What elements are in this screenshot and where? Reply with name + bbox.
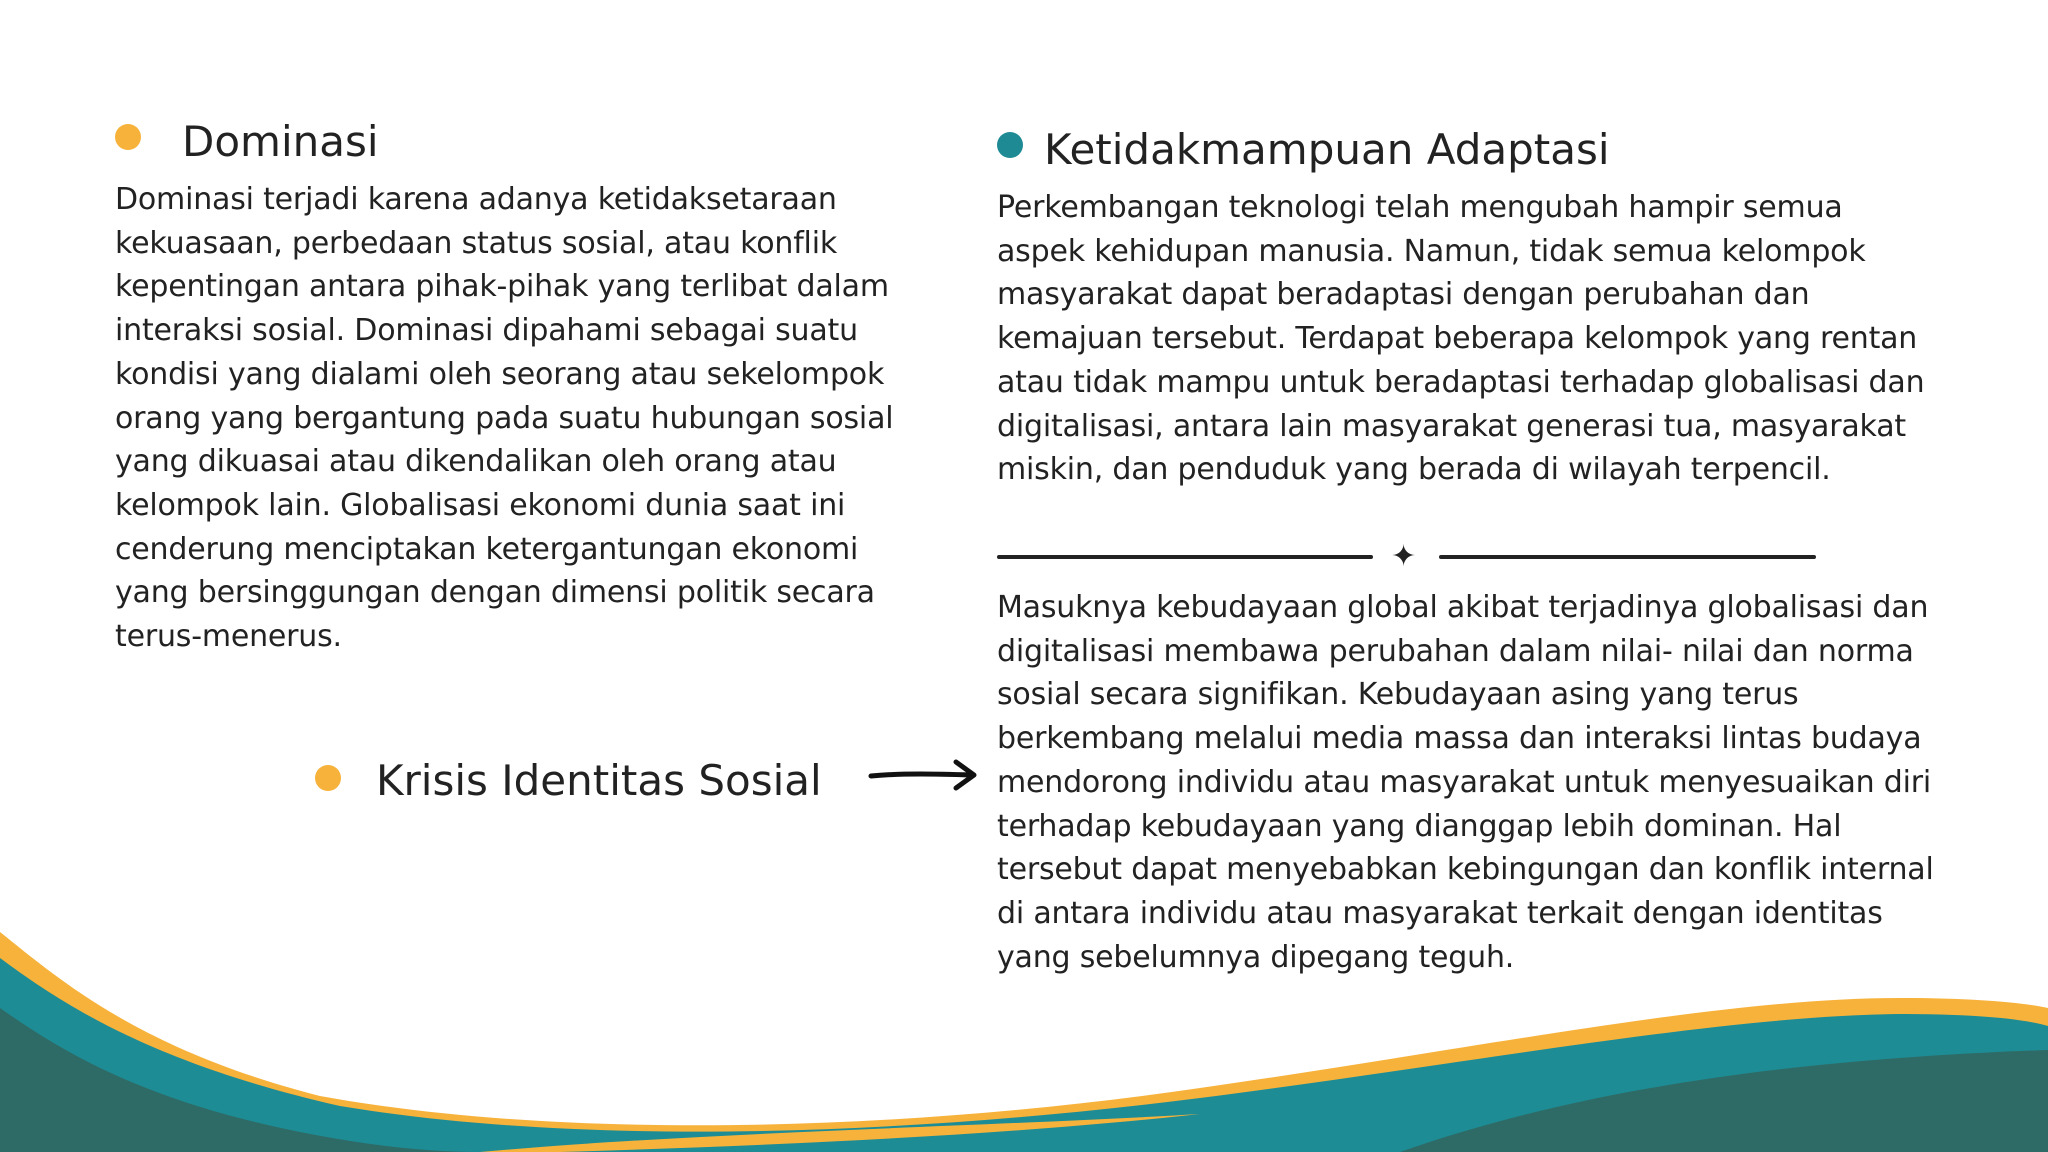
text-line: masyarakat dapat beradaptasi dengan perubahan dan (997, 277, 1810, 313)
text-line: kondisi yang dialami oleh seorang atau sekelompok (115, 356, 885, 392)
text-line: di antara individu atau masyarakat terkait dengan identitas (997, 895, 1883, 931)
text-line: cenderung menciptakan ketergantungan ekonomi (115, 531, 859, 567)
text-line: Masuknya kebudayaan global akibat terjadinya globalisasi dan (997, 590, 1929, 625)
text-line: interaksi sosial. Dominasi dipahami sebagai suatu (115, 313, 858, 349)
bullet-ketidakmampuan (997, 132, 1023, 158)
text-line: tersebut dapat menyebabkan kebingungan dan konflik internal (997, 852, 1934, 888)
text-line: terhadap kebudayaan yang dianggap lebih dominan. Hal (997, 808, 1842, 844)
text-line: sosial secara signifikan. Kebudayaan asing yang terus (997, 677, 1799, 713)
text-line: terus-menerus. (115, 619, 342, 655)
text-line: kepentingan antara pihak-pihak yang terlibat dalam (115, 269, 889, 305)
divider-line-right (1439, 555, 1816, 559)
divider-line-left (997, 555, 1373, 559)
text-line: kemajuan tersebut. Terdapat beberapa kelompok yang rentan (997, 321, 1918, 357)
text-line: Dominasi terjadi karena adanya ketidaksetaraan (115, 182, 837, 217)
heading-ketidakmampuan-adaptasi: Ketidakmampuan Adaptasi (1044, 125, 1610, 174)
text-line: orang yang bergantung pada suatu hubungan sosial (115, 400, 894, 436)
text-line: yang dikuasai atau dikendalikan oleh orang atau (115, 444, 837, 480)
text-line: yang sebelumnya dipegang teguh. (997, 939, 1515, 975)
text-line: atau tidak mampu untuk beradaptasi terhadap globalisasi dan (997, 364, 1925, 400)
bullet-krisis (315, 765, 341, 791)
bullet-dominasi (115, 124, 141, 150)
heading-krisis-identitas-sosial: Krisis Identitas Sosial (376, 756, 822, 805)
text-line: berkembang melalui media massa dan interaksi lintas budaya (997, 721, 1922, 757)
text-line: mendorong individu atau masyarakat untuk menyesuaikan diri (997, 764, 1932, 800)
arrow-right-icon (868, 757, 980, 793)
text-line: kekuasaan, perbedaan status sosial, atau konflik (115, 225, 838, 261)
text-line: miskin, dan penduduk yang berada di wilayah terpencil. (997, 452, 1831, 488)
paragraph-ketidakmampuan-adaptasi (997, 186, 1924, 492)
text-line: digitalisasi, antara lain masyarakat generasi tua, masyarakat (997, 408, 1906, 444)
decorative-wave-footer (0, 900, 2048, 1152)
text-line: aspek kehidupan manusia. Namun, tidak semua kelompok (997, 233, 1866, 269)
text-line: digitalisasi membawa perubahan dalam nilai- nilai dan norma (997, 633, 1914, 669)
heading-dominasi: Dominasi (182, 117, 379, 166)
paragraph-dominasi (115, 178, 893, 659)
text-line: yang bersinggungan dengan dimensi politik secara (115, 575, 875, 611)
text-line: Perkembangan teknologi telah mengubah hampir semua (997, 190, 1843, 225)
text-line: kelompok lain. Globalisasi ekonomi dunia saat ini (115, 487, 846, 523)
divider-star-icon: ✦ (1391, 539, 1417, 574)
